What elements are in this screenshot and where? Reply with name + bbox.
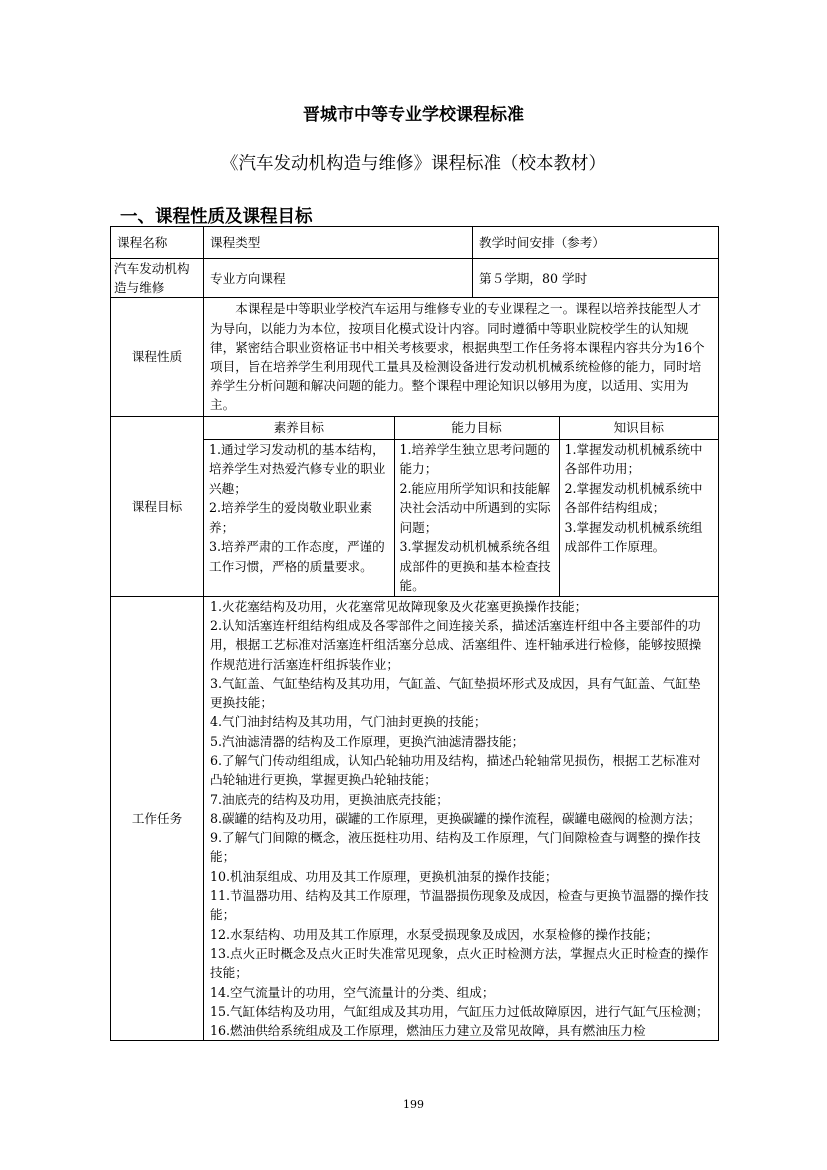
tasks-cell (204, 596, 719, 1041)
goal-ability-text: 1.培养学生独立思考问题的能力； 2.能应用所学知识和技能解决社会活动中所遇到的实际问题； 3.掌握发动机机械系统各组成部件的更换和基本检查技能。 (394, 439, 559, 596)
task-item: 3.气缸盖、气缸垫结构及其功用，气缸盖、气缸垫损坏形式及成因，具有气缸盖、气缸垫更换技能； (210, 675, 701, 711)
nature-label: 课程性质 (111, 298, 204, 416)
goals-content-row (204, 439, 718, 596)
task-item: 10.机油泵组成、功用及其工作原理，更换机油泵的操作技能； (210, 868, 558, 884)
goal-knowledge-text: 1.掌握发动机机械系统中各部件功用； 2.掌握发动机机械系统中各部件结构组成； 3.掌握发动机机械系统组成部件工作原理。 (559, 439, 718, 596)
goal-literacy-text: 1.通过学习发动机的基本结构，培养学生对热爱汽修专业的职业兴趣； 2.培养学生的爱岗敬业职业素养； 3.培养严肃的工作态度，严谨的工作习惯，严格的质量要求。 (204, 439, 394, 596)
task-item: 2.认知活塞连杆组结构组成及各零部件之间连接关系，描述活塞连杆组中各主要部件的功用，根据工艺标准对活塞连杆组活塞分总成、活塞组件、连杆轴承进行检修，能够按照操作规范进行活塞连杆组拆装作业； (210, 617, 702, 672)
task-item: 1.火花塞结构及功用，火花塞常见故障现象及火花塞更换操作技能； (210, 598, 588, 614)
task-item: 5.汽油滤清器的结构及工作原理，更换汽油滤清器技能； (210, 733, 525, 749)
goal-header-knowledge: 知识目标 (559, 417, 718, 440)
goals-table (204, 417, 718, 596)
section-heading: 一、课程性质及课程目标 (120, 207, 313, 227)
tasks-label: 工作任务 (111, 596, 204, 1041)
header-course-type: 课程类型 (204, 227, 473, 259)
header-row (111, 227, 719, 259)
goals-label: 课程目标 (111, 416, 204, 596)
task-item: 15.气缸体结构及功用，气缸组成及其功用，气缸压力过低故障原因，进行气缸气压检测； (210, 1003, 709, 1019)
goal-header-literacy: 素养目标 (204, 417, 394, 440)
goals-header-row (204, 417, 718, 440)
nature-text: 本课程是中等职业学校汽车运用与维修专业的专业课程之一。课程以培养技能型人才为导向，以能力为本位，按项目化模式设计内容。同时遵循中等职业院校学生的认知规律，紧密结合职业资格证书中相关考核要求，根据典型工作任务将本课程内容共分为16个项目，旨在培养学生利用现代工量具及检测设备进行发动机机械系统检修的能力，同时培养学生分析问题和解决问题的能力。整个课程中理论知识以够用为度，以适用、实用为主。 (210, 301, 705, 413)
course-standard-table (110, 226, 719, 1041)
task-item: 9.了解气门间隙的概念，液压挺柱功用、结构及工作原理，气门间隙检查与调整的操作技能； (210, 830, 701, 865)
course-name-value: 汽车发动机构造与维修 (111, 259, 204, 298)
task-item: 16.燃油供给系统组成及工作原理，燃油压力建立及常见故障，具有燃油压力检 (210, 1023, 646, 1039)
document-subtitle: 《汽车发动机构造与维修》课程标准（校本教材） (221, 154, 606, 174)
info-row (111, 259, 719, 298)
task-item: 6.了解气门传动组组成，认知凸轮轴功用及结构，描述凸轮轴常见损伤，根据工艺标准对凸轮轴进行更换，掌握更换凸轮轴技能； (210, 753, 701, 788)
header-course-name: 课程名称 (111, 227, 204, 259)
task-item: 12.水泵结构、功用及其工作原理，水泵受损现象及成因，水泵检修的操作技能； (210, 926, 659, 942)
task-item: 13.点火正时概念及点火正时失准常见现象，点火正时检测方法，掌握点火正时检查的操作技能； (210, 945, 709, 981)
nature-cell (204, 298, 719, 416)
page-number: 199 (403, 1098, 424, 1111)
course-type-value: 专业方向课程 (204, 259, 473, 298)
task-item: 8.碳罐的结构及功用，碳罐的工作原理，更换碳罐的操作流程，碳罐电磁阀的检测方法； (210, 810, 701, 826)
document-title: 晋城市中等专业学校课程标准 (303, 105, 524, 125)
goal-header-ability: 能力目标 (394, 417, 559, 440)
schedule-value: 第５学期，80 学时 (473, 259, 719, 298)
header-schedule: 教学时间安排（参考） (473, 227, 719, 259)
tasks-row (111, 596, 719, 1041)
task-item: 11.节温器功用、结构及其工作原理，节温器损伤现象及成因，检查与更换节温器的操作技能； (210, 888, 709, 923)
goals-row (111, 416, 719, 596)
task-item: 4.气门油封结构及其功用，气门油封更换的技能； (210, 714, 487, 730)
nature-row (111, 298, 719, 416)
task-item: 14.空气流量计的功用，空气流量计的分类、组成； (210, 984, 495, 1000)
task-item: 7.油底壳的结构及功用，更换油底壳技能； (210, 791, 449, 807)
goals-cell (204, 416, 719, 596)
